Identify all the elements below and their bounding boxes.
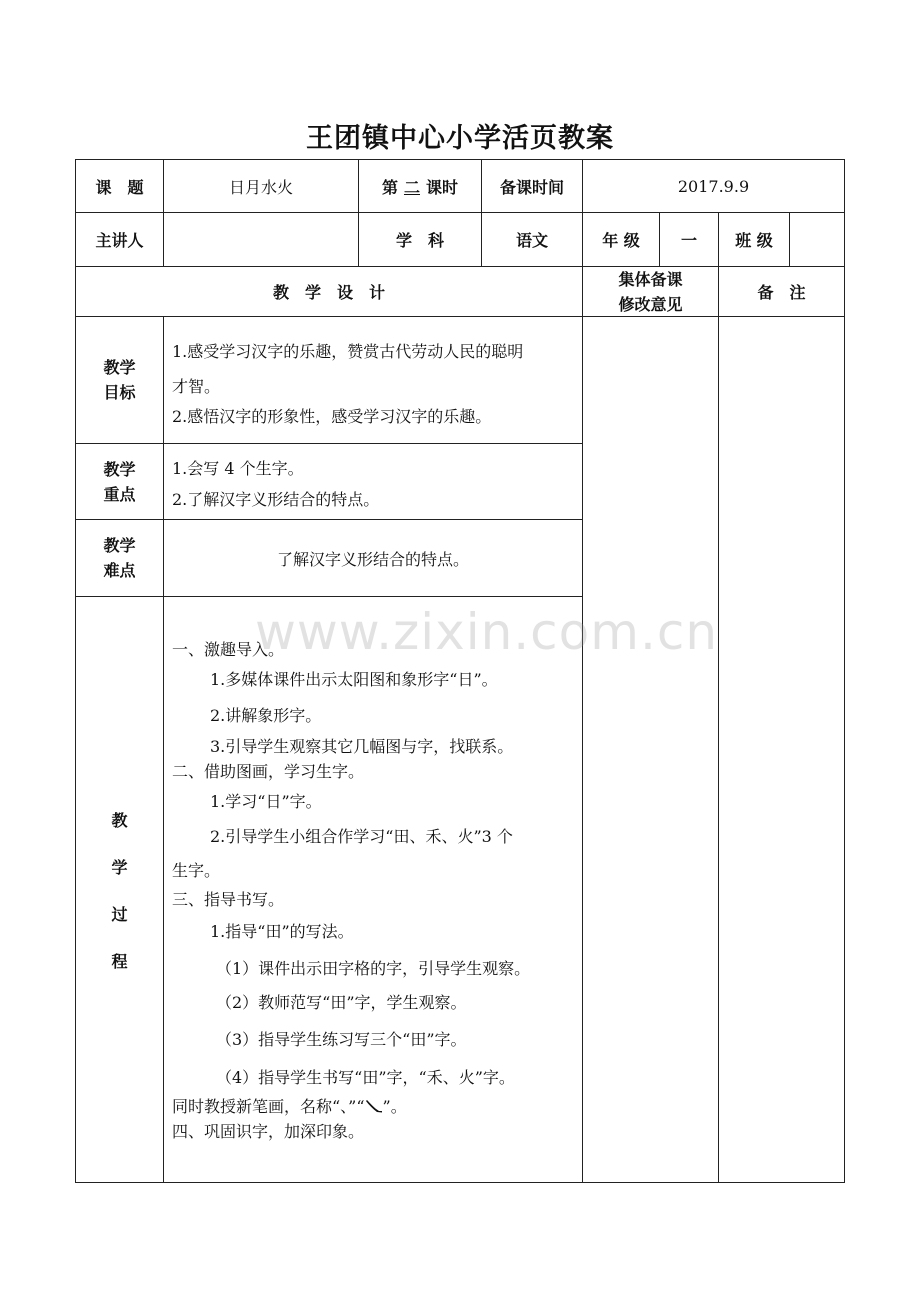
page-title: 王团镇中心小学活页教案 [306, 123, 614, 154]
grade-label [582, 212, 660, 267]
process-line: （1）课件出示田字格的字，引导学生观察。 [216, 959, 531, 978]
grade-value [659, 212, 719, 267]
grade-value-text: 一 [680, 231, 697, 250]
goals-label-line2: 目标 [103, 383, 136, 402]
process-line: 三、指导书写。 [172, 890, 285, 909]
key-points-label [75, 443, 164, 520]
subject-label-text: 学 科 [395, 231, 444, 250]
process-label-char: 教 [111, 810, 128, 830]
lecturer-label-text: 主讲人 [95, 231, 144, 250]
difficulties-text: 了解汉字义形结合的特点。 [276, 549, 469, 569]
prep-time-value-text: 2017.9.9 [677, 176, 750, 196]
process-label-char: 过 [111, 904, 128, 924]
key-points-content [163, 443, 583, 520]
lesson-suffix: 课时 [426, 177, 459, 197]
process-line-text-end: ”。 [382, 1097, 407, 1116]
design-header [75, 266, 583, 317]
subject-label [358, 212, 482, 267]
process-line-text: 同时教授新笔画，名称“、”“ [172, 1097, 365, 1116]
key-points-line: 2.了解汉字义形结合的特点。 [172, 490, 380, 509]
lecturer-label [75, 212, 164, 267]
difficulties-label [75, 519, 164, 597]
goals-line: 2.感悟汉字的形象性，感受学习汉字的乐趣。 [172, 407, 492, 426]
lesson-prefix: 第 [381, 177, 398, 197]
process-label [75, 596, 164, 1183]
process-line: 3.引导学生观察其它几幅图与字，找联系。 [210, 737, 514, 756]
process-line: 2.讲解象形字。 [210, 706, 322, 725]
key-points-label-line1: 教学 [103, 459, 136, 479]
process-line: 2.引导学生小组合作学习“田、禾、火”3 个 [210, 827, 513, 846]
watermark: www.zixin.com.cn [255, 603, 719, 661]
goals-line: 才智。 [172, 377, 221, 396]
process-label-char: 程 [111, 951, 128, 971]
process-line: 1.多媒体课件出示太阳图和象形字“日”。 [210, 670, 498, 689]
process-line: 二、借助图画，学习生字。 [172, 762, 365, 781]
process-label-char: 学 [111, 857, 128, 877]
notes-header-text: 备 注 [757, 283, 806, 302]
difficulties-label-line1: 教学 [103, 536, 136, 555]
topic-value-text: 日月水火 [228, 177, 293, 197]
key-points-line: 1.会写 4 个生字。 [172, 459, 304, 478]
class-label-text: 班 级 [735, 231, 773, 250]
group-prep-column [582, 316, 719, 1183]
process-line: 四、巩固识字，加深印象。 [172, 1122, 365, 1141]
topic-label [75, 159, 164, 213]
goals-content [163, 316, 583, 444]
difficulties-label-line2: 难点 [103, 561, 136, 580]
notes-header [718, 266, 845, 317]
process-line: （4）指导学生书写“田”字，“禾、火”字。 [216, 1068, 515, 1087]
subject-value-text: 语文 [515, 231, 548, 250]
topic-value [163, 159, 359, 213]
group-prep-line2: 修改意见 [618, 294, 683, 314]
lesson-number-cell [358, 159, 482, 213]
lecturer-value [163, 212, 359, 267]
process-line: 生字。 [172, 861, 221, 880]
process-line: （2）教师范写“田”字，学生观察。 [216, 993, 467, 1012]
grade-label-text: 年 级 [602, 231, 640, 250]
prep-time-label [481, 159, 583, 213]
prep-time-label-text: 备课时间 [499, 177, 564, 197]
difficulties-content [163, 519, 583, 597]
na-stroke-icon [365, 1092, 383, 1106]
subject-value [481, 212, 583, 267]
notes-column [718, 316, 845, 1183]
process-content [163, 596, 583, 1183]
topic-label-text: 课 题 [95, 177, 144, 197]
process-line: 1.指导“田”的写法。 [210, 922, 354, 941]
group-prep-line1: 集体备课 [618, 269, 683, 289]
class-label [718, 212, 790, 267]
goals-label [75, 316, 164, 444]
process-line: 一、激趣导入。 [172, 640, 285, 659]
key-points-label-line2: 重点 [103, 484, 136, 504]
goals-line: 1.感受学习汉字的乐趣，赞赏古代劳动人民的聪明 [172, 342, 524, 361]
group-prep-header [582, 266, 719, 317]
process-line: 1.学习“日”字。 [210, 792, 322, 811]
design-header-text: 教 学 设 计 [272, 283, 385, 302]
goals-label-line1: 教学 [103, 358, 136, 377]
process-line: （3）指导学生练习写三个“田”字。 [216, 1030, 467, 1049]
lesson-number: 二 [403, 177, 420, 197]
prep-time-value [582, 159, 845, 213]
class-value [789, 212, 845, 267]
